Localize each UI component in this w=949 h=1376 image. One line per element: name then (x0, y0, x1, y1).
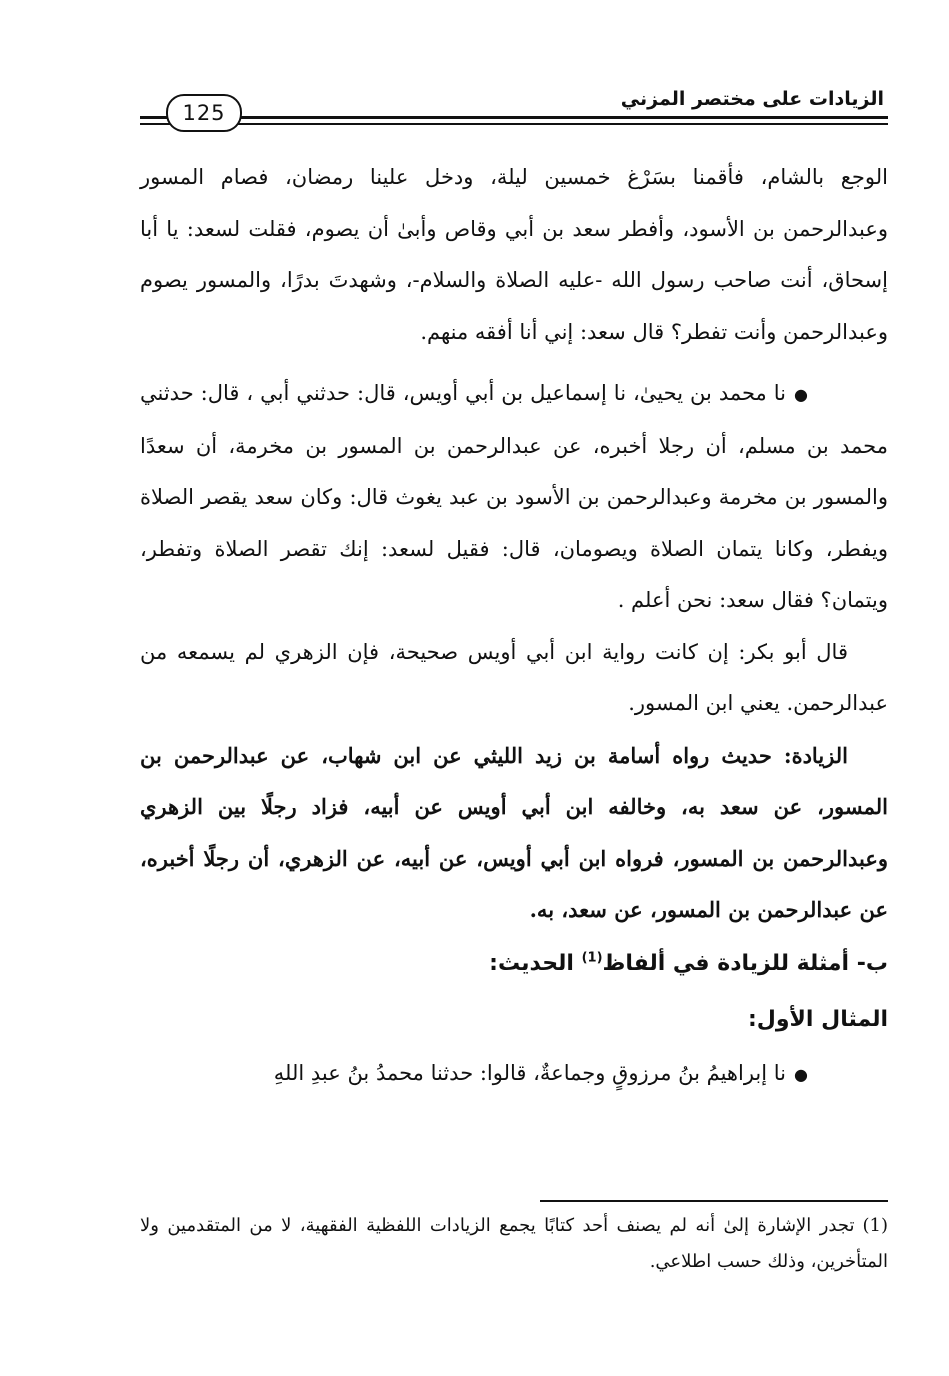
running-title: الزيادات على مختصر المزني (620, 88, 884, 110)
section-heading-text-end: الحديث: (489, 950, 574, 976)
section-heading-text: ب- أمثلة للزيادة في ألفاظ (602, 950, 888, 976)
page-number: 125 (166, 94, 242, 132)
bullet-icon: ● (794, 385, 808, 404)
paragraph-2-text: نا محمد بن يحيىٰ، نا إسماعيل بن أبي أويس، قال: حدثني أبي ، قال: حدثني محمد بن مسلم، أن رجلا أخبره، عن عبدالرحمن بن المسور بن مخرمة، أن سعدًا والمسور بن مخرمة وعبدالرحمن بن الأسود بن عبد يغوث قال: وكان سعد يقصر الصلاة ويفطر، وكانا يتمان الصلاة ويصومان، قال: فقيل لسعد: إنك تقصر الصلاة وتفطر، ويتمان؟ فقال سعد: نحن أعلم . (140, 381, 888, 612)
footnote (140, 1208, 888, 1280)
paragraph-4: الزيادة: حديث رواه أسامة بن زيد الليثي عن ابن شهاب، عن عبدالرحمن بن المسور، عن سعد به، وخالفه ابن أبي أويس عن أبيه، فزاد رجلًا بين الزهري وعبدالرحمن بن المسور، فرواه ابن أبي أويس، عن أبيه، عن الزهري، أن رجلًا أخبره، عن عبدالرحمن بن المسور، عن سعد، به. (140, 742, 888, 922)
page-header (140, 88, 888, 132)
section-heading (140, 936, 888, 992)
paragraph-1: الوجع بالشام، فأقمنا بسَرْغ خمسين ليلة، ودخل علينا رمضان، فصام المسور وعبدالرحمن بن الأسود، وأفطر سعد بن أبي وقاص وأبىٰ أن يصوم، فقلت لسعد: يا أبا إسحاق، أنت صاحب رسول الله -عليه الصلاة والسلام-، وشهدتَ بدرًا، والمسور يصوم وعبدالرحمن وأنت تفطر؟ قال سعد: إني أنا أفقه منهم. (140, 165, 888, 344)
footnote-number: (1) (862, 1215, 888, 1236)
page-body (140, 152, 888, 1100)
header-rule-thin (140, 123, 888, 125)
footnote-rule (540, 1200, 888, 1202)
header-rule-thick (140, 116, 888, 119)
paragraph-5 (140, 1048, 888, 1101)
footnote-entry (140, 1208, 888, 1280)
paragraph-gap (140, 358, 888, 368)
subsection-heading: المثال الأول: (747, 1006, 888, 1032)
footnote-text: تجدر الإشارة إلىٰ أنه لم يصنف أحد كتابًا يجمع الزيادات اللفظية الفقهية، لا من المتقدمين ولا المتأخرين، وذلك حسب اطلاعي. (140, 1215, 888, 1272)
bullet-icon: ● (794, 1064, 808, 1084)
paragraph-5-text: نا إبراهيمُ بنُ مرزوقٍ وجماعةٌ، قالوا: حدثنا محمدُ بنُ عبدِ اللهِ (273, 1060, 787, 1085)
paragraph-2 (140, 368, 888, 627)
paragraph-3: قال أبو بكر: إن كانت رواية ابن أبي أويس صحيحة، فإن الزهري لم يسمعه من عبدالرحمن. يعني ابن المسور. (140, 639, 888, 715)
footnote-ref: (1) (581, 950, 603, 966)
